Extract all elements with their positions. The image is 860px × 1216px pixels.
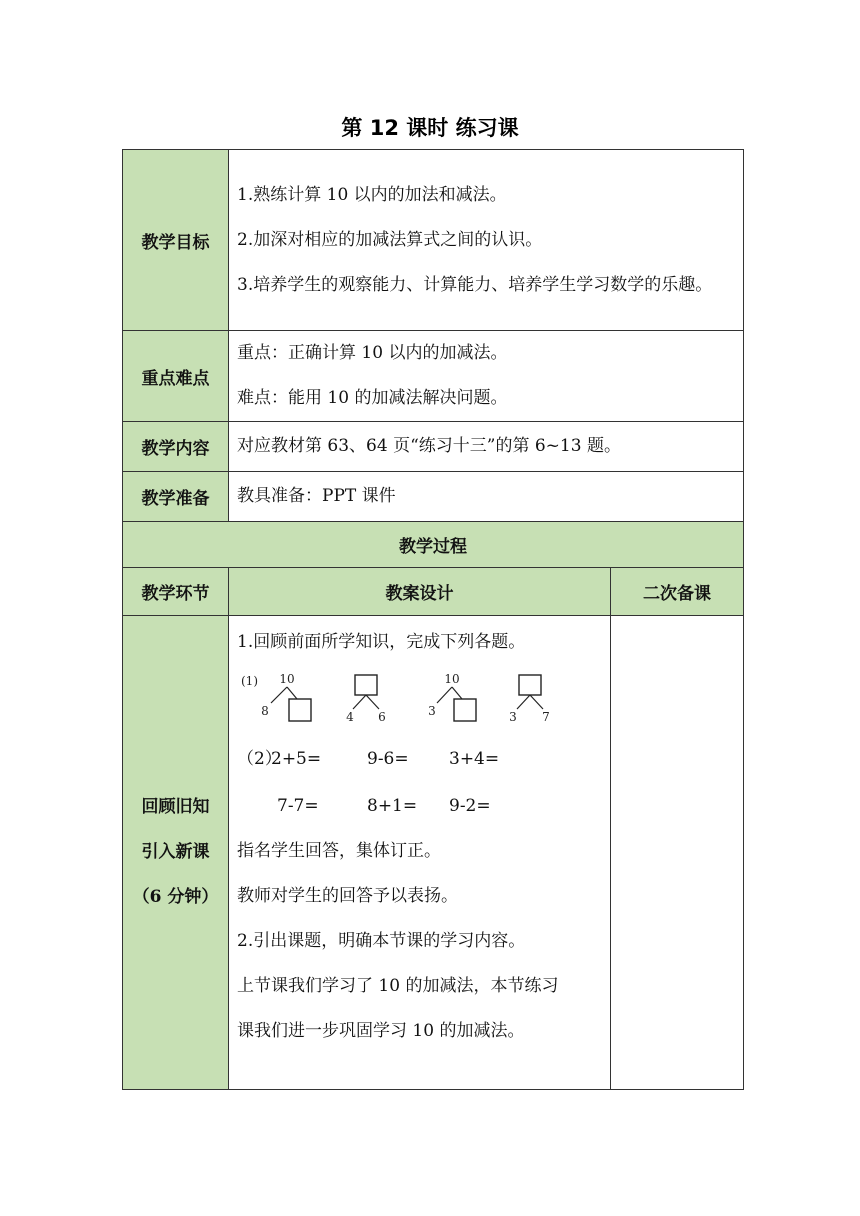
answer-box[interactable] <box>454 699 476 721</box>
equation: 7-7= <box>277 796 319 816</box>
key-points-label: 重点难点 <box>123 331 229 422</box>
answer-box[interactable] <box>519 675 541 695</box>
equation-prefix: （2） <box>237 749 282 769</box>
answer-box[interactable] <box>355 675 377 695</box>
number-tree <box>346 675 386 724</box>
number-tree <box>428 672 476 721</box>
objective-item: 1.熟练计算 10 以内的加法和减法。 <box>237 184 507 205</box>
equation-row-2 <box>237 784 602 829</box>
equation: 9-2= <box>449 796 491 816</box>
process-header-row <box>123 522 744 568</box>
design-text: 指名学生回答，集体订正。 <box>237 841 441 861</box>
preparation-row <box>123 472 744 522</box>
section-review-second <box>611 616 744 1090</box>
page-title: 第 12 课时 练习课 <box>341 116 519 140</box>
design-text: 教师对学生的回答予以表扬。 <box>237 886 458 906</box>
key-point-item: 难点：能用 10 的加减法解决问题。 <box>237 388 508 408</box>
section-review-design <box>229 616 611 1090</box>
column-design: 教案设计 <box>229 568 611 616</box>
preparation-text: 教具准备：PPT 课件 <box>229 472 744 522</box>
objectives-row <box>123 150 744 331</box>
lesson-plan-table <box>122 149 744 1090</box>
tree-left: 3 <box>428 704 436 718</box>
number-tree <box>509 675 550 724</box>
content-row <box>123 422 744 472</box>
preparation-label: 教学准备 <box>123 472 229 522</box>
tree-right: 6 <box>378 710 386 724</box>
equation: 9-6= <box>367 749 409 769</box>
objectives-label: 教学目标 <box>123 150 229 331</box>
tree-right: 7 <box>542 710 550 724</box>
tree-left: 4 <box>346 710 354 724</box>
process-header: 教学过程 <box>123 522 744 568</box>
design-text: 课我们进一步巩固学习 10 的加减法。 <box>237 1021 525 1041</box>
objective-item: 2.加深对相应的加减法算式之间的认识。 <box>237 229 543 250</box>
key-points-content <box>229 331 744 422</box>
section-review-row <box>123 616 744 1090</box>
content-label: 教学内容 <box>123 422 229 472</box>
column-second: 二次备课 <box>611 568 744 616</box>
column-stage: 教学环节 <box>123 568 229 616</box>
design-text: 上节课我们学习了 10 的加减法，本节练习 <box>237 976 559 996</box>
column-header-row <box>123 568 744 616</box>
objective-item: 3.培养学生的观察能力、计算能力、培养学生学习数学的乐趣。 <box>237 274 713 295</box>
equation: 2+5= <box>271 749 322 769</box>
number-tree <box>261 672 311 721</box>
number-tree-diagram <box>237 669 577 731</box>
design-text: 2.引出课题，明确本节课的学习内容。 <box>237 931 526 951</box>
equation: 3+4= <box>449 749 500 769</box>
tree-top: 10 <box>279 672 295 686</box>
tree-left: 8 <box>261 704 269 718</box>
tree-top: 10 <box>444 672 460 686</box>
review-intro: 1.回顾前面所学知识，完成下列各题。 <box>237 632 526 652</box>
answer-box[interactable] <box>289 699 311 721</box>
equation: 8+1= <box>367 796 418 816</box>
objectives-content <box>229 150 744 331</box>
content-text: 对应教材第 63、64 页“练习十三”的第 6~13 题。 <box>229 422 744 472</box>
equation-row-1 <box>237 737 602 782</box>
section-review-stage: 回顾旧知 引入新课 （6 分钟） <box>123 616 229 1090</box>
tree-label: (1) <box>241 674 258 688</box>
key-points-row <box>123 331 744 422</box>
tree-left: 3 <box>509 710 517 724</box>
key-point-item: 重点：正确计算 10 以内的加减法。 <box>237 343 508 363</box>
number-trees <box>237 669 602 731</box>
